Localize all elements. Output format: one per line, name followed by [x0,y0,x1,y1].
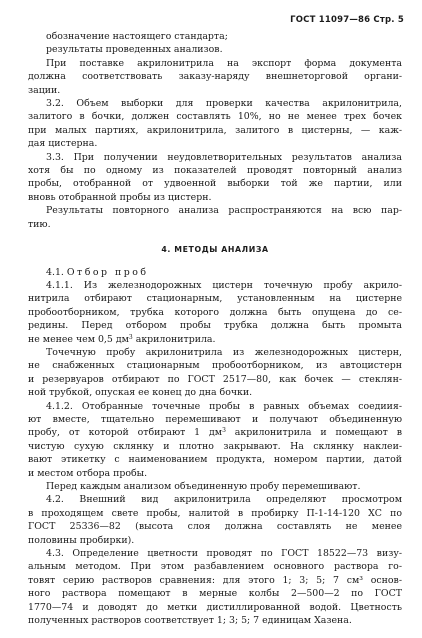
text-line: чистую сухую склянку и плотно закрывают. На склянку наклеи- [28,440,402,452]
text-fragment: акрилонитрила. [132,333,216,345]
text-line: ют вместе, тщательно перемешивают и получают объединенную [28,413,402,425]
text-line: при малых партиях, акрилонитрила, залитого в цистерны, — каж- [28,124,402,136]
text-line: залитого в бочки, должен составлять 10%, но не менее трех бочек [28,111,402,123]
text-line: вают этикетку с наименованием продукта, номером партии, датой [28,454,402,466]
text-line: Перед каждым анализом объединенную пробу перемешивают. [46,481,361,492]
text-line: Результаты повторного анализа распространяются на всю пар- [46,205,402,217]
section-heading: 4. МЕТОДЫ АНАЛИЗА [161,245,269,255]
subsection-title [28,266,402,279]
text-line: 1770—74 и доводят до метки дистиллированной водой. Цветность [28,601,402,613]
text-line: не снабженных стационарным пробоотборником, из автоцистерн [28,360,402,372]
text-line: тию. [28,218,51,230]
superscript: 3 [128,333,133,341]
text-fragment: акрилонитрила и помещают в [225,427,402,439]
text-line: редины. Перед отбором пробы трубка должна быть промыта [28,320,402,332]
text-line: полученных растворов соответствует 1; 3; 5; 7 единицам Хазена. [28,615,352,627]
text-line: ного раствора помещают в мерные колбы 2—500—2 по ГОСТ [28,588,402,600]
text-line: пробы, отобранной от удвоенной выборки той же партии, или [28,178,402,190]
text-line: пробоотборником, трубка которого должна быть опущена до се- [28,306,402,318]
text-line: вновь отобранной пробы из цистерн. [28,191,212,203]
text-line: хотя бы по одному из показателей проводят повторный анализ [28,165,402,177]
text-line: альным методом. При этом разбавлением основного раствора го- [28,561,402,573]
text-line: дая цистерна. [28,138,98,150]
text-line [28,333,402,346]
text-line: ной трубкой, опуская ее конец до дна бочки. [28,387,253,399]
text-line: должна соответствовать заказу-наряду внешнеторговой органи- [28,71,402,83]
document-body [28,30,402,627]
text-line: Точечную пробу акрилонитрила из железнодорожных цистерн, [46,346,402,358]
text-line: результаты проведенных анализов. [46,44,223,56]
text-line: ГОСТ 25336—82 (высота слоя должна составлять не менее [28,521,402,533]
text-line: При поставке акрилонитрила на экспорт форма документа [46,57,402,69]
superscript: 3 [222,427,226,435]
subsection-number: 4.1. [46,266,64,278]
text-line: и резервуаров отбирают по ГОСТ 2517—80, как бочек — стеклян- [28,373,402,385]
text-line: 4.1.2. Отобранные точечные пробы в равных объемах соедиия- [46,400,402,412]
text-line: 4.2. Внешний вид акрилонитрила определяют просмотром [46,494,402,506]
text-line: и местом отбора пробы. [28,467,148,479]
text-line: товят серию растворов сравнения: для этого 1; 3; 5; 7 см³ основ- [28,574,402,586]
text-line: обозначение настоящего стандарта; [46,31,228,42]
text-line: в проходящем свете пробы, налитой в пробирку П-1-14-120 ХС по [28,507,402,519]
text-fragment: не менее чем 0,5 дм [28,333,129,345]
text-fragment: пробу, от которой отбирают 1 дм [28,427,223,439]
text-line: 3.3. При получении неудовлетворительных результатов анализа [46,151,402,163]
text-line [28,426,402,439]
text-line: 3.2. Объем выборки для проверки качества акрилонитрила, [46,98,402,110]
text-line: 4.3. Определение цветности проводят по ГОСТ 18522—73 визу- [46,548,402,560]
text-line: 4.1.1. Из железнодорожных цистерн точечную пробу акрило- [46,279,402,291]
text-line: половины пробирки). [28,534,135,546]
text-line: зации. [28,84,61,96]
subsection-title-text: Отбор проб [66,266,149,278]
running-head: ГОСТ 11097—86 Стр. 5 [290,15,404,25]
text-line: нитрила отбирают стационарным, установленным на цистерне [28,293,402,305]
